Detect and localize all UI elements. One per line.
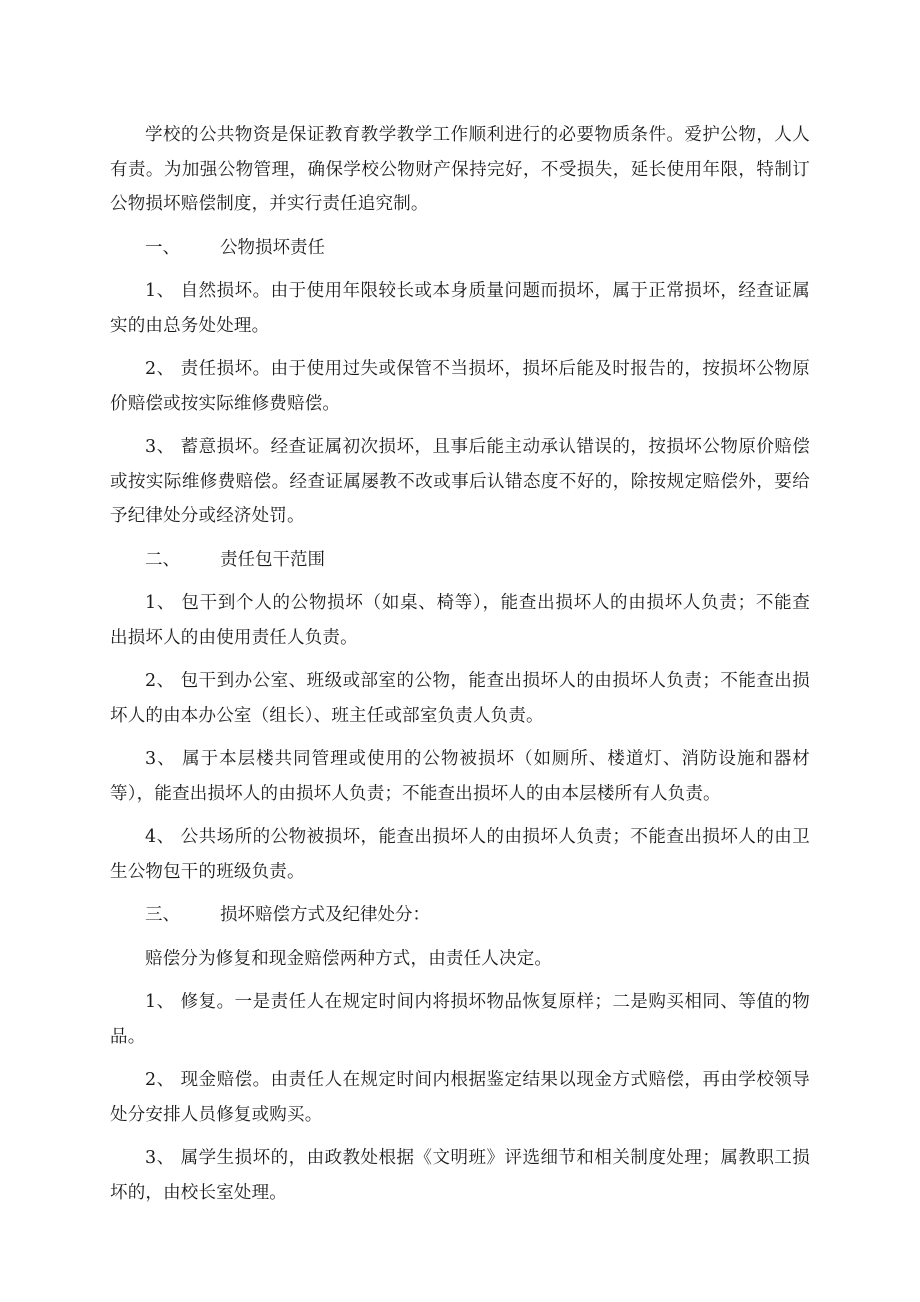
section-2-item: 3、 属于本层楼共同管理或使用的公物被损坏（如厕所、楼道灯、消防设施和器材等），能查出损坏人的由损坏人负责；不能查出损坏人的由本层楼所有人负责。 <box>110 749 810 804</box>
section-2-number: 二、 <box>145 549 180 570</box>
section-3-title: 损坏赔偿方式及纪律处分： <box>220 905 430 925</box>
section-3-item: 2、 现金赔偿。由责任人在规定时间内根据鉴定结果以现金方式赔偿，再由学校领导处分安排人员修复或购买。 <box>110 1070 810 1125</box>
section-2-item: 2、 包干到办公室、班级或部室的公物，能查出损坏人的由损坏人负责；不能查出损坏人的由本办公室（组长）、班主任或部室负责人负责。 <box>110 671 810 726</box>
section-2-title: 责任包干范围 <box>220 549 325 570</box>
section-1-number: 一、 <box>145 237 180 258</box>
section-1-item: 1、 自然损坏。由于使用年限较长或本身质量问题而损坏，属于正常损坏，经查证属实的由总务处处理。 <box>110 281 810 336</box>
section-1-item: 3、 蓄意损坏。经查证属初次损坏，且事后能主动承认错误的，按损坏公物原价赔偿或按实际维修费赔偿。经查证属屡教不改或事后认错态度不好的，除按规定赔偿外，要给予纪律处分或经济处罚。 <box>110 437 810 526</box>
section-3-heading <box>110 898 810 933</box>
intro-paragraph: 学校的公共物资是保证教育教学教学工作顺利进行的必要物质条件。爱护公物，人人有责。为加强公物管理，确保学校公物财产保持完好，不受损失，延长使用年限，特制订公物损坏赔偿制度，并实行责任追究制。 <box>110 125 810 214</box>
section-1-item: 2、 责任损坏。由于使用过失或保管不当损坏，损坏后能及时报告的，按损坏公物原价赔偿或按实际维修费赔偿。 <box>110 359 810 414</box>
section-2-item: 1、 包干到个人的公物损坏（如桌、椅等），能查出损坏人的由损坏人负责；不能查 出损坏人的由使用责任人负责。 <box>110 593 810 648</box>
section-3-item: 3、 属学生损坏的，由政教处根据《文明班》评选细节和相关制度处理；属教职工损坏的，由校长室处理。 <box>110 1148 810 1203</box>
section-1-title: 公物损坏责任 <box>220 237 325 258</box>
section-3-item: 1、 修复。一是责任人在规定时间内将损坏物品恢复原样；二是购买相同、等值的物品。 <box>110 992 810 1047</box>
section-2-item: 4、 公共场所的公物被损坏，能查出损坏人的由损坏人负责；不能查出损坏人的由卫生公物包干的班级负责。 <box>110 827 810 882</box>
section-3-number: 三、 <box>145 905 180 925</box>
section-2-heading <box>110 543 810 578</box>
document-body <box>110 118 810 1219</box>
section-1-heading <box>110 231 810 266</box>
section-3-lead: 赔偿分为修复和现金赔偿两种方式，由责任人决定。 <box>145 948 553 969</box>
